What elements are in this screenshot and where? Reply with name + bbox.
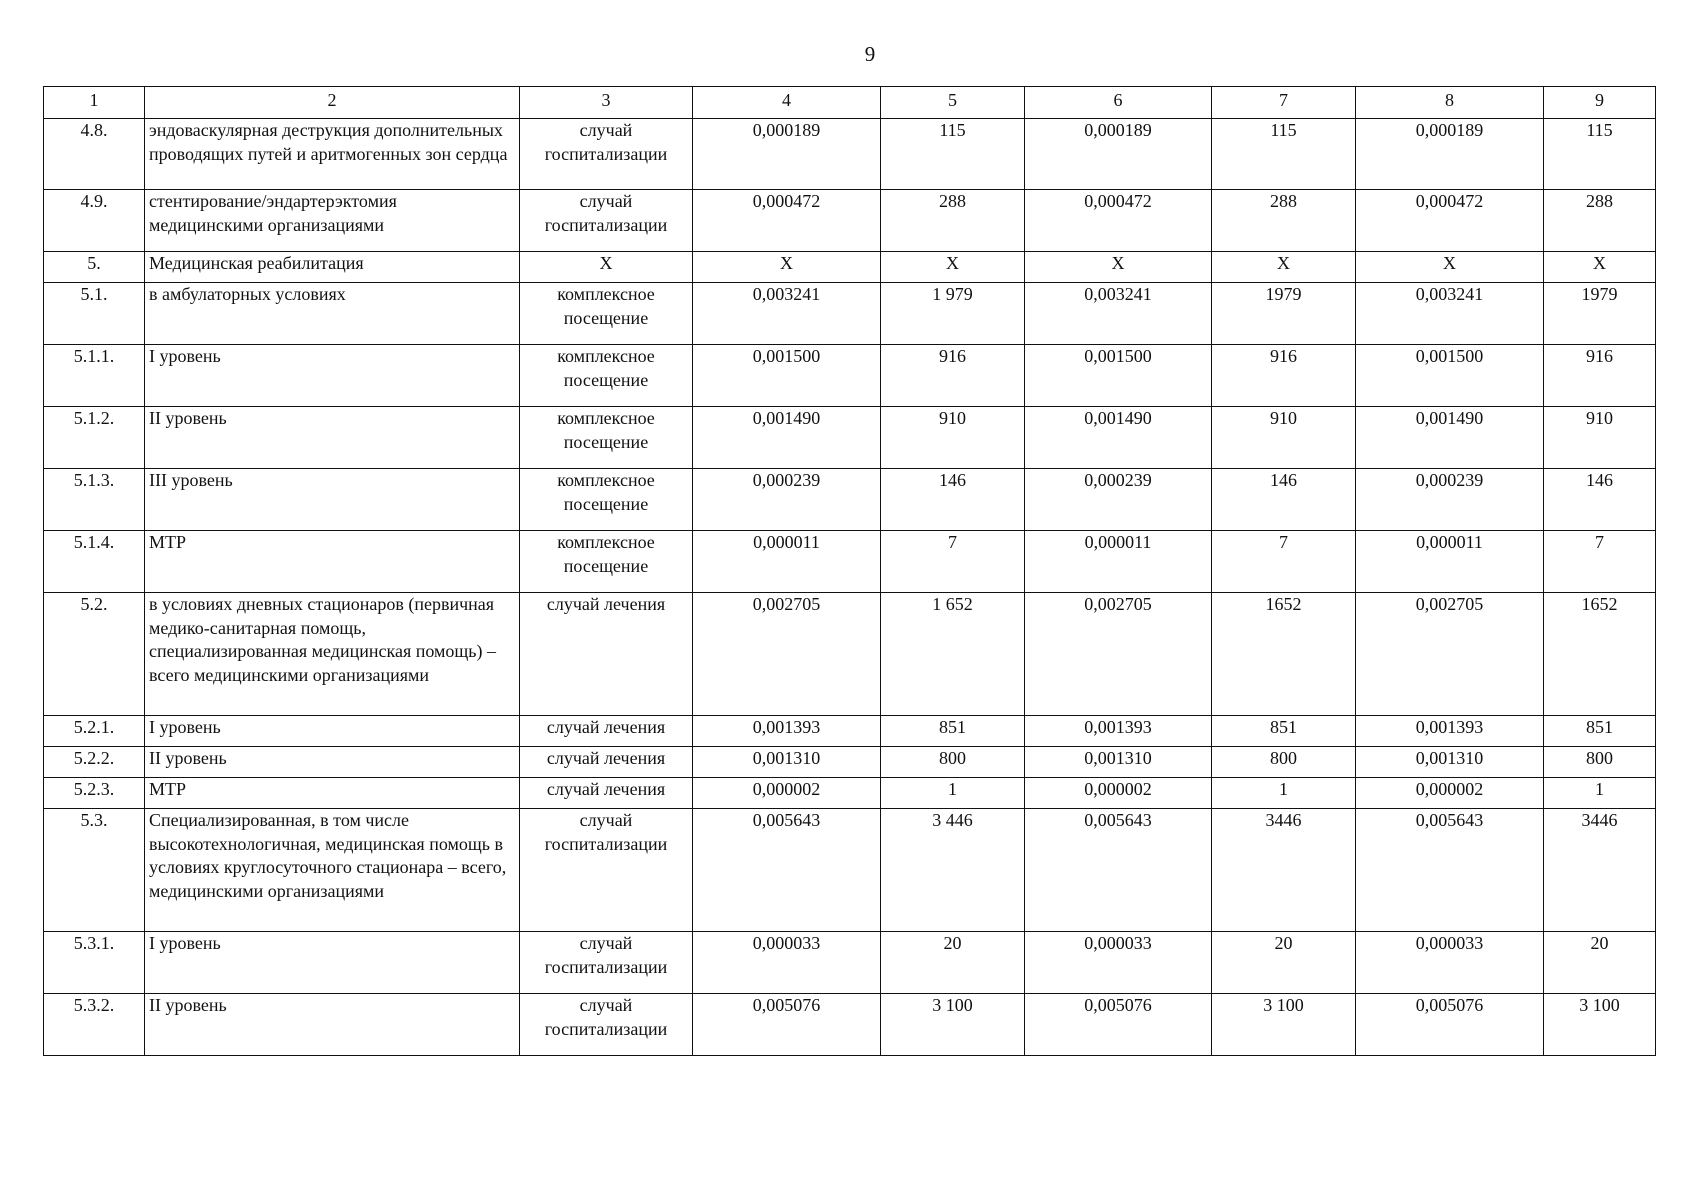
value-cell: 916 (1212, 345, 1356, 407)
page-number: 9 (864, 42, 876, 66)
value-cell: 0,000189 (693, 119, 881, 190)
value-cell: 0,005076 (1025, 994, 1212, 1056)
value-cell: 1979 (1212, 283, 1356, 345)
row-number-cell: 5.1.2. (44, 407, 145, 469)
value-cell: 0,001490 (693, 407, 881, 469)
value-cell: 0,003241 (1356, 283, 1544, 345)
value-cell: 0,000189 (1025, 119, 1212, 190)
unit-cell: случай госпитализации (520, 994, 693, 1056)
value-cell: 910 (1212, 407, 1356, 469)
value-cell: 3 446 (881, 809, 1025, 932)
row-number-cell: 5.3.1. (44, 932, 145, 994)
table-row (44, 469, 1656, 531)
value-cell: 0,001500 (1025, 345, 1212, 407)
value-cell: 0,001490 (1356, 407, 1544, 469)
table-row (44, 994, 1656, 1056)
row-number-cell: 5.3. (44, 809, 145, 932)
unit-cell: случай госпитализации (520, 190, 693, 252)
value-cell: 800 (1212, 747, 1356, 778)
unit-cell: комплексное посещение (520, 283, 693, 345)
value-cell: 146 (1212, 469, 1356, 531)
value-cell: 20 (1544, 932, 1656, 994)
value-cell: 0,000011 (693, 531, 881, 593)
header-cell: 6 (1025, 87, 1212, 119)
unit-cell: случай госпитализации (520, 932, 693, 994)
value-cell: Х (1212, 252, 1356, 283)
unit-cell: Х (520, 252, 693, 283)
value-cell: 0,000472 (1025, 190, 1212, 252)
value-cell: 0,001310 (1356, 747, 1544, 778)
unit-cell: комплексное посещение (520, 345, 693, 407)
row-number-cell: 5.2.3. (44, 778, 145, 809)
value-cell: Х (881, 252, 1025, 283)
value-cell: 1 (1544, 778, 1656, 809)
value-cell: 0,000011 (1025, 531, 1212, 593)
value-cell: 146 (1544, 469, 1656, 531)
unit-cell: случай госпитализации (520, 809, 693, 932)
value-cell: 851 (881, 716, 1025, 747)
unit-cell: комплексное посещение (520, 407, 693, 469)
value-cell: 0,001310 (693, 747, 881, 778)
row-number-cell: 5.1.3. (44, 469, 145, 531)
row-number-cell: 5.2. (44, 593, 145, 716)
row-number-cell: 5.2.1. (44, 716, 145, 747)
row-name-cell: II уровень (145, 747, 520, 778)
value-cell: 0,005643 (1025, 809, 1212, 932)
value-cell: 0,002705 (693, 593, 881, 716)
unit-cell: случай лечения (520, 593, 693, 716)
value-cell: 0,001393 (693, 716, 881, 747)
row-name-cell: I уровень (145, 932, 520, 994)
row-number-cell: 5.1. (44, 283, 145, 345)
value-cell: 0,003241 (693, 283, 881, 345)
value-cell: 0,005076 (693, 994, 881, 1056)
value-cell: 0,000033 (1025, 932, 1212, 994)
value-cell: 0,005643 (693, 809, 881, 932)
value-cell: 20 (1212, 932, 1356, 994)
value-cell: 7 (1212, 531, 1356, 593)
unit-cell: комплексное посещение (520, 531, 693, 593)
table-row (44, 119, 1656, 190)
row-number-cell: 5.3.2. (44, 994, 145, 1056)
value-cell: Х (1544, 252, 1656, 283)
header-cell: 9 (1544, 87, 1656, 119)
value-cell: Х (693, 252, 881, 283)
unit-cell: комплексное посещение (520, 469, 693, 531)
value-cell: 800 (1544, 747, 1656, 778)
row-name-cell: III уровень (145, 469, 520, 531)
value-cell: 0,000002 (693, 778, 881, 809)
column-number-row (44, 87, 1656, 119)
row-name-cell: II уровень (145, 407, 520, 469)
value-cell: 0,000189 (1356, 119, 1544, 190)
table-row (44, 252, 1656, 283)
row-name-cell: МТР (145, 778, 520, 809)
value-cell: 115 (881, 119, 1025, 190)
value-cell: 288 (1544, 190, 1656, 252)
row-name-cell: Медицинская реабилитация (145, 252, 520, 283)
value-cell: 0,001490 (1025, 407, 1212, 469)
row-number-cell: 5.1.4. (44, 531, 145, 593)
value-cell: 3 100 (881, 994, 1025, 1056)
unit-cell: случай госпитализации (520, 119, 693, 190)
value-cell: 1652 (1212, 593, 1356, 716)
value-cell: 0,000002 (1025, 778, 1212, 809)
value-cell: 910 (1544, 407, 1656, 469)
value-cell: 1652 (1544, 593, 1656, 716)
row-name-cell: I уровень (145, 345, 520, 407)
table-row (44, 531, 1656, 593)
table-row (44, 809, 1656, 932)
value-cell: 851 (1212, 716, 1356, 747)
value-cell: 1 979 (881, 283, 1025, 345)
row-number-cell: 5.1.1. (44, 345, 145, 407)
value-cell: 916 (1544, 345, 1656, 407)
table-row (44, 747, 1656, 778)
value-cell: 1 (881, 778, 1025, 809)
value-cell: 0,000011 (1356, 531, 1544, 593)
header-cell: 1 (44, 87, 145, 119)
value-cell: 7 (881, 531, 1025, 593)
value-cell: 0,001393 (1356, 716, 1544, 747)
header-cell: 8 (1356, 87, 1544, 119)
value-cell: 0,000239 (693, 469, 881, 531)
value-cell: 0,005076 (1356, 994, 1544, 1056)
table-row (44, 778, 1656, 809)
row-name-cell: I уровень (145, 716, 520, 747)
row-name-cell: в амбулаторных условиях (145, 283, 520, 345)
value-cell: 0,003241 (1025, 283, 1212, 345)
header-cell: 7 (1212, 87, 1356, 119)
value-cell: 0,005643 (1356, 809, 1544, 932)
value-cell: 0,000002 (1356, 778, 1544, 809)
value-cell: 851 (1544, 716, 1656, 747)
value-cell: 0,000033 (693, 932, 881, 994)
value-cell: 0,000239 (1025, 469, 1212, 531)
row-name-cell: в условиях дневных стационаров (первичная медико-санитарная помощь, специализированная медицинская помощь) – всего медицинскими организациями (145, 593, 520, 716)
row-number-cell: 5.2.2. (44, 747, 145, 778)
value-cell: 0,000239 (1356, 469, 1544, 531)
table-row (44, 283, 1656, 345)
row-name-cell: II уровень (145, 994, 520, 1056)
table-row (44, 407, 1656, 469)
value-cell: 7 (1544, 531, 1656, 593)
value-cell: 20 (881, 932, 1025, 994)
row-number-cell: 4.9. (44, 190, 145, 252)
table-row (44, 932, 1656, 994)
unit-cell: случай лечения (520, 747, 693, 778)
header-cell: 5 (881, 87, 1025, 119)
value-cell: 1979 (1544, 283, 1656, 345)
value-cell: 0,001393 (1025, 716, 1212, 747)
value-cell: 3 100 (1544, 994, 1656, 1056)
value-cell: 0,001500 (693, 345, 881, 407)
row-number-cell: 5. (44, 252, 145, 283)
value-cell: 3446 (1212, 809, 1356, 932)
value-cell: 0,000033 (1356, 932, 1544, 994)
value-cell: 3446 (1544, 809, 1656, 932)
row-name-cell: Специализированная, в том числе высокотехнологичная, медицинская помощь в условиях круглосуточного стационара – всего, медицинскими организациями (145, 809, 520, 932)
value-cell: 288 (1212, 190, 1356, 252)
value-cell: 115 (1212, 119, 1356, 190)
value-cell: 0,000472 (1356, 190, 1544, 252)
value-cell: 0,000472 (693, 190, 881, 252)
table-row (44, 593, 1656, 716)
row-number-cell: 4.8. (44, 119, 145, 190)
table-row (44, 190, 1656, 252)
value-cell: 800 (881, 747, 1025, 778)
volume-table (43, 86, 1656, 1056)
value-cell: Х (1356, 252, 1544, 283)
value-cell: 288 (881, 190, 1025, 252)
row-name-cell: стентирование/эндартерэктомия медицинскими организациями (145, 190, 520, 252)
value-cell: 1 (1212, 778, 1356, 809)
value-cell: 3 100 (1212, 994, 1356, 1056)
value-cell: 916 (881, 345, 1025, 407)
header-cell: 3 (520, 87, 693, 119)
value-cell: 115 (1544, 119, 1656, 190)
row-name-cell: эндоваскулярная деструкция дополнительных проводящих путей и аритмогенных зон сердца (145, 119, 520, 190)
value-cell: 146 (881, 469, 1025, 531)
value-cell: 0,001500 (1356, 345, 1544, 407)
unit-cell: случай лечения (520, 778, 693, 809)
header-cell: 2 (145, 87, 520, 119)
row-name-cell: МТР (145, 531, 520, 593)
header-cell: 4 (693, 87, 881, 119)
table-row (44, 716, 1656, 747)
value-cell: 0,002705 (1356, 593, 1544, 716)
table-row (44, 345, 1656, 407)
value-cell: 910 (881, 407, 1025, 469)
value-cell: 1 652 (881, 593, 1025, 716)
unit-cell: случай лечения (520, 716, 693, 747)
value-cell: 0,002705 (1025, 593, 1212, 716)
value-cell: Х (1025, 252, 1212, 283)
value-cell: 0,001310 (1025, 747, 1212, 778)
